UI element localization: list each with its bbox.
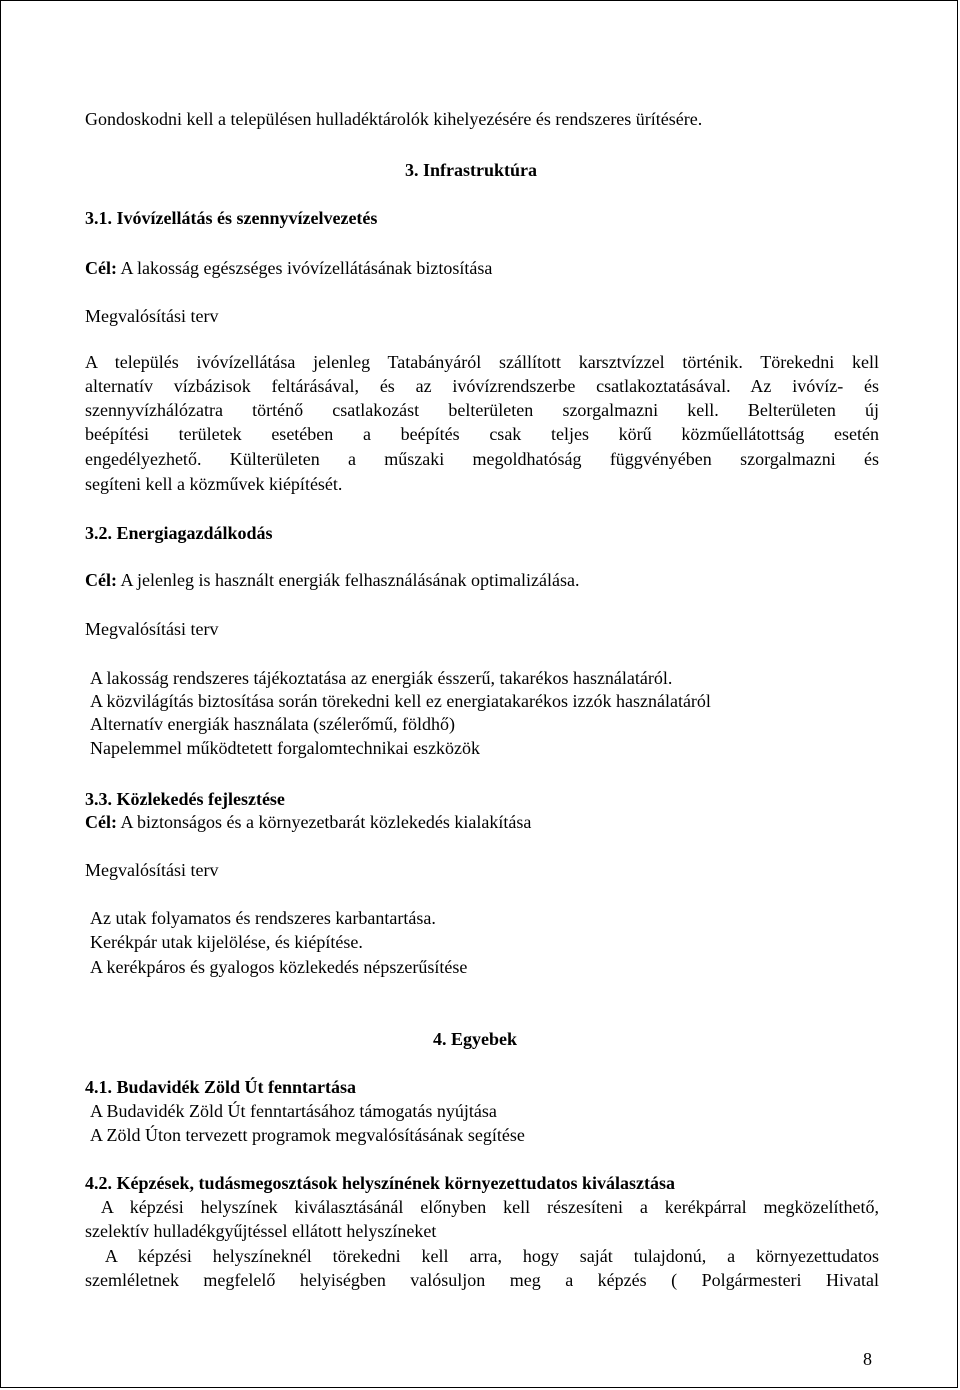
- section-3-3-plan-label: Megvalósítási terv: [85, 860, 219, 880]
- section-3-2-goal: [85, 569, 579, 591]
- section-3-2-heading: 3.2. Energiagazdálkodás: [85, 523, 273, 543]
- section-4-1-heading: 4.1. Budavidék Zöld Út fenntartása: [85, 1077, 357, 1097]
- list-item: Kerékpár utak kijelölése, és kiépítése.: [90, 932, 363, 952]
- goal-label: Cél:: [85, 258, 117, 278]
- paragraph-line: beépítési területek esetében a beépítés csak teljes körű közműellátottság esetén: [85, 424, 879, 444]
- paragraph-line: szennyvízhálózatra történő csatlakozást belterületen szorgalmazni kell. Belterületen új: [85, 400, 879, 420]
- section-3-title: 3. Infrastruktúra: [405, 160, 538, 180]
- goal-text: A biztonságos és a környezetbarát közlekedés kialakítása: [116, 812, 532, 832]
- list-item: Napelemmel működtetett forgalomtechnikai eszközök: [90, 738, 481, 758]
- list-item: A lakosság rendszeres tájékoztatása az energiák ésszerű, takarékos használatáról.: [90, 668, 673, 688]
- section-3-1-heading: 3.1. Ivóvízellátás és szennyvízelvezetés: [85, 208, 378, 228]
- goal-text: A lakosság egészséges ivóvízellátásának biztosítása: [116, 258, 493, 278]
- paragraph-line: A képzési helyszíneknél törekedni kell arra, hogy saját tulajdonú, a környezettudatos: [85, 1246, 879, 1266]
- intro-paragraph: Gondoskodni kell a településen hulladéktárolók kihelyezésére és rendszeres ürítésére.: [85, 109, 703, 129]
- section-3-1-goal: [85, 257, 492, 279]
- goal-label: Cél:: [85, 812, 117, 832]
- list-item: A Budavidék Zöld Út fenntartásához támogatás nyújtása: [90, 1101, 497, 1121]
- paragraph-line: A képzési helyszínek kiválasztásánál előnyben kell részesíteni a kerékpárral megközelíthető,: [85, 1197, 879, 1217]
- paragraph-line: szemléletnek megfelelő helyiségben valósuljon meg a képzés ( Polgármesteri Hivatal: [85, 1270, 879, 1290]
- list-item: A Zöld Úton tervezett programok megvalósításának segítése: [90, 1125, 525, 1145]
- section-3-1-plan-label: Megvalósítási terv: [85, 306, 219, 326]
- paragraph-line: szelektív hulladékgyűjtéssel ellátott helyszíneket: [85, 1221, 437, 1241]
- section-3-2-plan-label: Megvalósítási terv: [85, 619, 219, 639]
- list-item: A kerékpáros és gyalogos közlekedés népszerűsítése: [90, 957, 468, 977]
- section-4-title: 4. Egyebek: [433, 1029, 518, 1049]
- paragraph-line: engedélyezhető. Külterületen a műszaki megoldhatóság függvényében szorgalmazni és: [85, 449, 879, 469]
- section-4-2-heading: 4.2. Képzések, tudásmegosztások helyszínének környezettudatos kiválasztása: [85, 1173, 675, 1193]
- goal-label: Cél:: [85, 570, 117, 590]
- section-3-3-heading: 3.3. Közlekedés fejlesztése: [85, 789, 285, 809]
- page-number: 8: [863, 1349, 872, 1369]
- section-3-3-goal: [85, 811, 531, 833]
- list-item: A közvilágítás biztosítása során törekedni kell ez energiatakarékos izzók használatáról: [90, 691, 711, 711]
- paragraph-line: alternatív vízbázisok feltárásával, és az ivóvízrendszerbe csatlakoztatásával. Az ivóvíz- és: [85, 376, 879, 396]
- list-item: Alternatív energiák használata (szélerőmű, földhő): [90, 714, 456, 734]
- list-item: Az utak folyamatos és rendszeres karbantartása.: [90, 908, 436, 928]
- goal-text: A jelenleg is használt energiák felhasználásának optimalizálása.: [116, 570, 580, 590]
- paragraph-line: segíteni kell a közművek kiépítését.: [85, 474, 343, 494]
- paragraph-line: A település ivóvízellátása jelenleg Tatabányáról szállított karsztvízzel történik. Törekedni kell: [85, 352, 879, 372]
